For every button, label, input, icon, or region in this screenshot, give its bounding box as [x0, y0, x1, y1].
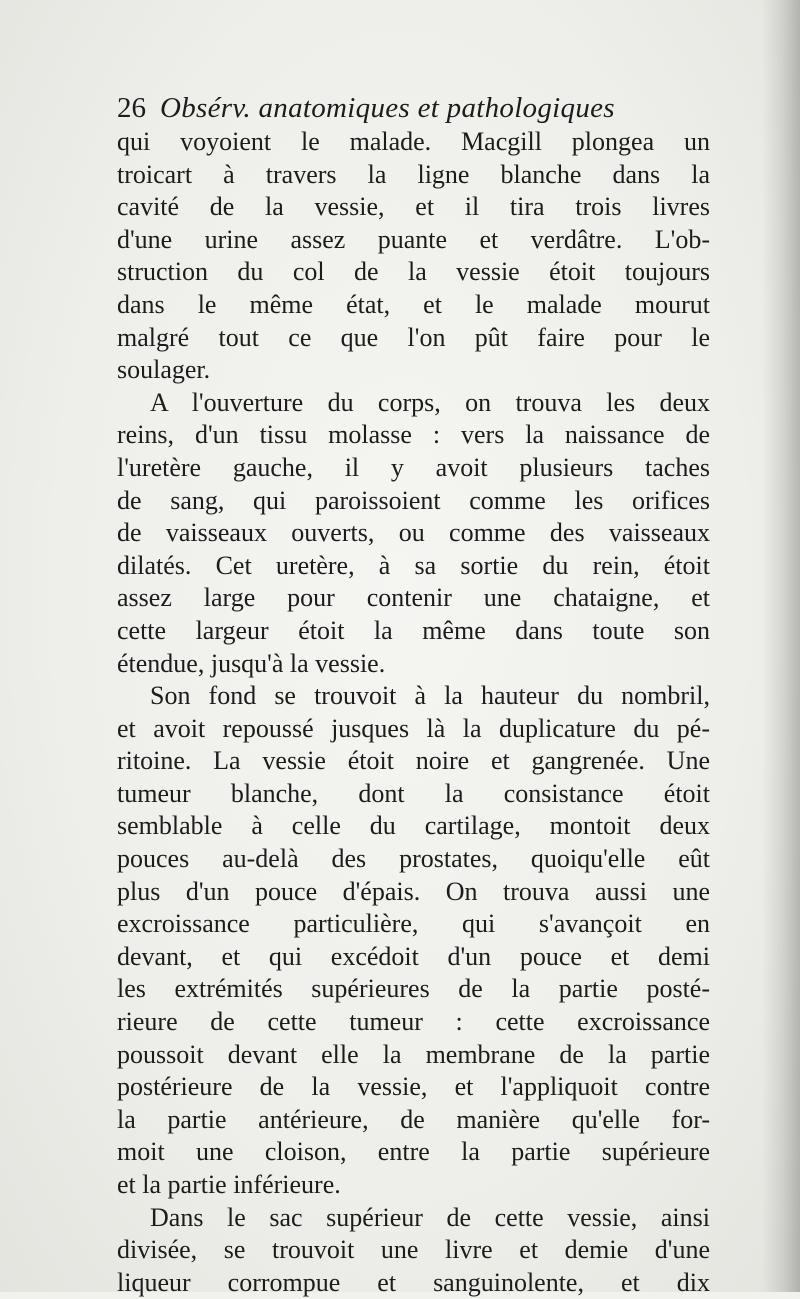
text-line: liqueur corrompue et sanguinolente, et dix — [117, 1267, 710, 1297]
text-line: semblable à celle du cartilage, montoit deux — [117, 811, 710, 841]
text-line: moit une cloison, entre la partie supérieure — [117, 1137, 710, 1167]
text-line: poussoit devant elle la membrane de la partie — [117, 1039, 710, 1069]
text-line: étendue, jusqu'à la vessie. — [117, 648, 386, 678]
text-line: postérieure de la vessie, et l'appliquoit contre — [117, 1072, 710, 1102]
text-line: cette largeur étoit la même dans toute son — [117, 615, 710, 645]
text-line: soulager. — [117, 355, 211, 385]
text-line: la partie antérieure, de manière qu'elle for- — [117, 1104, 710, 1134]
page-header — [117, 86, 717, 130]
text-line: et la partie inférieure. — [117, 1170, 341, 1199]
text-line: excroissance particulière, qui s'avançoit en — [117, 909, 710, 939]
text-line: et avoit repoussé jusques là la duplicature du pé- — [117, 713, 710, 743]
text-line: cavité de la vessie, et il tira trois livres — [117, 192, 710, 222]
text-line: troicart à travers la ligne blanche dans la — [117, 159, 710, 189]
body-text — [117, 126, 710, 1299]
paragraph-first-line: Son fond se trouvoit à la hauteur du nombril, — [150, 681, 710, 711]
text-line: d'une urine assez puante et verdâtre. L'ob- — [117, 224, 710, 254]
text-line: de vaisseaux ouverts, ou comme des vaisseaux — [117, 518, 710, 548]
paragraph-first-line: Dans le sac supérieur de cette vessie, ainsi — [150, 1202, 710, 1232]
text-line: divisée, se trouvoit une livre et demie d'une — [117, 1235, 710, 1265]
text-line: les extrémités supérieures de la partie posté- — [117, 974, 710, 1004]
text-line: dilatés. Cet uretère, à sa sortie du rein, étoit — [117, 550, 710, 580]
text-line: dans le même état, et le malade mourut — [117, 289, 710, 319]
text-line: plus d'un pouce d'épais. On trouva aussi une — [117, 876, 710, 906]
text-line: pouces au-delà des prostates, quoiqu'elle eût — [117, 844, 710, 874]
text-line: de sang, qui paroissoient comme les orifices — [117, 485, 710, 515]
text-line: devant, et qui excédoit d'un pouce et demi — [117, 941, 710, 971]
text-line: malgré tout ce que l'on pût faire pour le — [117, 322, 710, 352]
text-line: tumeur blanche, dont la consistance étoit — [117, 778, 710, 808]
text-line: l'uretère gauche, il y avoit plusieurs taches — [117, 452, 710, 482]
text-line: ritoine. La vessie étoit noire et gangrenée. Une — [117, 746, 710, 776]
page-number: 26 — [117, 92, 146, 124]
running-title: Obsérv. anatomiques et pathologiques — [160, 92, 615, 124]
text-line: struction du col de la vessie étoit toujours — [117, 257, 710, 287]
paragraph-first-line: A l'ouverture du corps, on trouva les deux — [150, 387, 710, 417]
text-line: rieure de cette tumeur : cette excroissance — [117, 1007, 710, 1037]
text-line: qui voyoient le malade. Macgill plongea un — [117, 127, 710, 156]
text-line: reins, d'un tissu molasse : vers la naissance de — [117, 420, 710, 450]
page-edge-shadow — [762, 0, 800, 1292]
text-line: assez large pour contenir une chataigne, et — [117, 583, 710, 613]
